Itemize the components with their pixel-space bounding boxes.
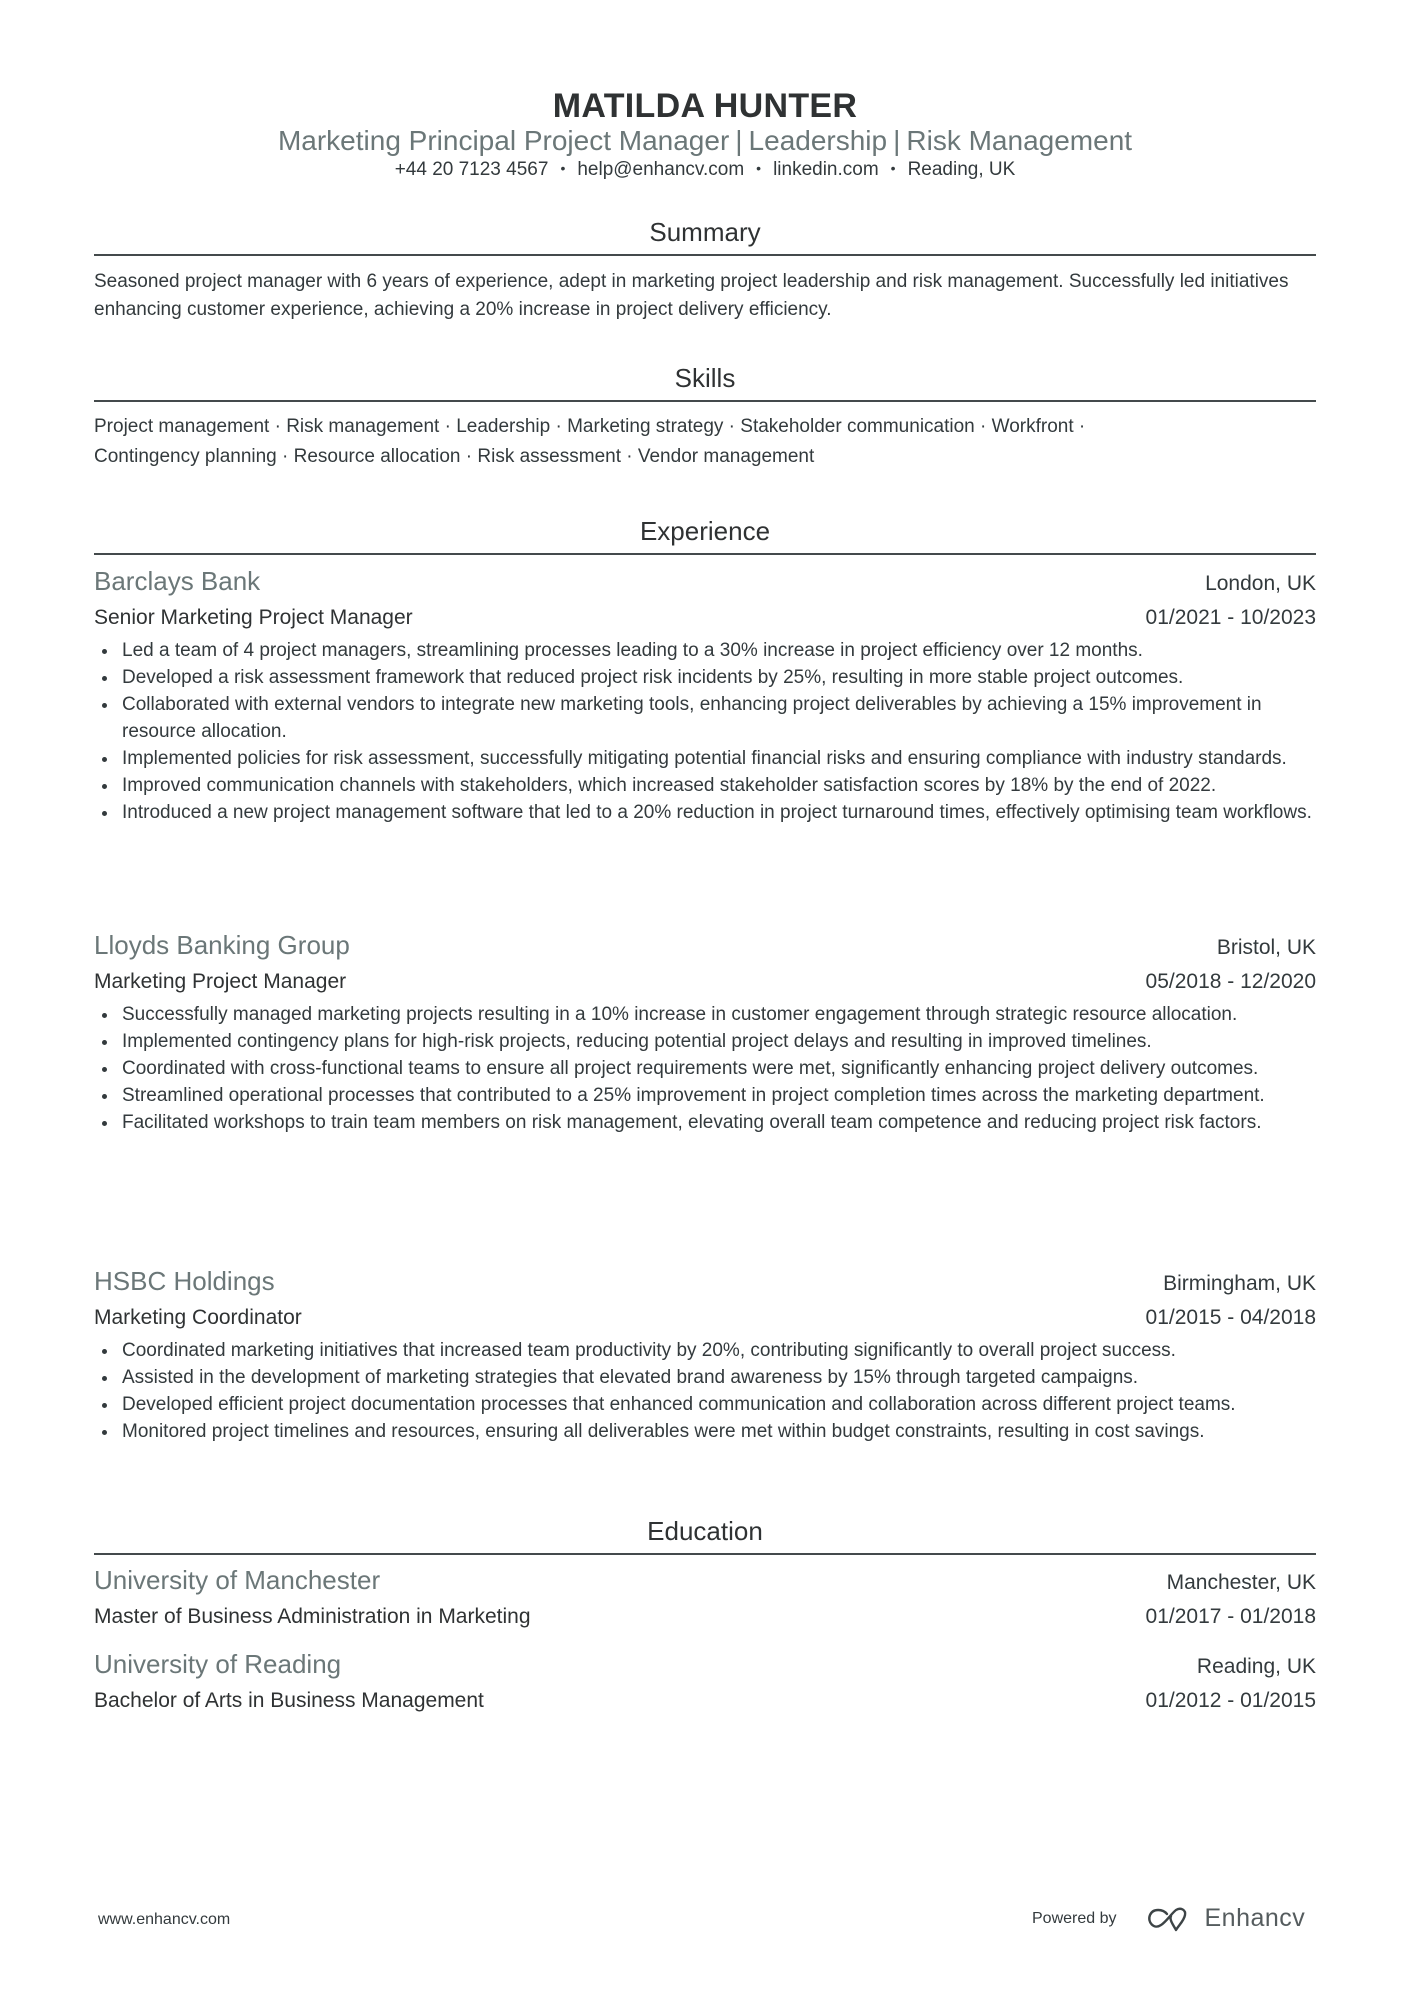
- education-entry: [94, 1563, 1316, 1634]
- location: Reading, UK: [907, 159, 1016, 180]
- achievement-item: Improved communication channels with stakeholders, which increased stakeholder satisfaction scores by 18% by the end of 2022.: [94, 772, 1316, 799]
- job-dates: 01/2021 - 10/2023: [1145, 606, 1316, 629]
- job-location: Bristol, UK: [1216, 936, 1316, 959]
- section-heading: Skills: [674, 363, 736, 393]
- job-dates: 05/2018 - 12/2020: [1145, 970, 1316, 993]
- achievement-item: Coordinated with cross-functional teams to ensure all project requirements were met, significantly enhancing project delivery outcomes.: [94, 1055, 1316, 1082]
- experience-entry: [94, 928, 1316, 1136]
- bullet-separator: •: [560, 160, 566, 176]
- job-location: London, UK: [1205, 572, 1316, 595]
- achievement-item: Facilitated workshops to train team members on risk management, elevating overall team competence and reducing project risk factors.: [94, 1109, 1316, 1136]
- achievement-item: Collaborated with external vendors to integrate new marketing tools, enhancing project deliverables by achieving a 15% improvement in resource allocation.: [94, 691, 1316, 745]
- job-location: Birmingham, UK: [1163, 1272, 1316, 1295]
- section-heading: Experience: [639, 516, 771, 546]
- section-heading: Education: [647, 1516, 763, 1546]
- education-dates: 01/2012 - 01/2015: [1145, 1689, 1316, 1712]
- title-part: Leadership: [748, 125, 888, 156]
- school-name: University of Manchester: [94, 1565, 381, 1595]
- company-name: HSBC Holdings: [94, 1266, 275, 1296]
- achievement-list: [94, 637, 1316, 826]
- powered-by-label: Powered by: [1032, 1909, 1117, 1927]
- summary-text: Seasoned project manager with 6 years of experience, adept in marketing project leadership and risk management. Successfully led initiatives enhancing customer experience, achieving a 20% increase in project delivery efficiency.: [94, 271, 1289, 320]
- skills-line: Project management · Risk management · Leadership · Marketing strategy · Stakeholder communication · Workfront ·: [94, 416, 1086, 437]
- education-section: [94, 1515, 1316, 1555]
- degree: Master of Business Administration in Marketing: [94, 1605, 531, 1628]
- education-dates: 01/2017 - 01/2018: [1145, 1605, 1316, 1628]
- contact-info: [94, 158, 1316, 182]
- footer-branding[interactable]: [1032, 1904, 1305, 1933]
- company-name: Barclays Bank: [94, 566, 261, 596]
- achievement-item: Monitored project timelines and resources, ensuring all deliverables were met within budget constraints, resulting in cost savings.: [94, 1418, 1316, 1445]
- experience-entry: [94, 564, 1316, 826]
- skills-list: [94, 412, 1316, 472]
- school-location: Reading, UK: [1196, 1655, 1316, 1678]
- phone: +44 20 7123 4567: [394, 159, 549, 180]
- achievement-list: [94, 1001, 1316, 1136]
- linkedin-link[interactable]: linkedin.com: [773, 159, 879, 180]
- skills-section: [94, 362, 1316, 472]
- section-divider: [94, 553, 1316, 555]
- footer-website-link[interactable]: www.enhancv.com: [98, 1911, 231, 1928]
- enhancv-logo-icon: [1145, 1906, 1193, 1932]
- section-divider: [94, 1553, 1316, 1555]
- achievement-item: Successfully managed marketing projects resulting in a 10% increase in customer engagement through strategic resource allocation.: [94, 1001, 1316, 1028]
- achievement-item: Assisted in the development of marketing strategies that elevated brand awareness by 15% through targeted campaigns.: [94, 1364, 1316, 1391]
- company-name: Lloyds Banking Group: [94, 930, 350, 960]
- email-link[interactable]: help@enhancv.com: [577, 159, 745, 180]
- bullet-separator: •: [756, 160, 762, 176]
- title-part: Risk Management: [906, 125, 1133, 156]
- school-location: Manchester, UK: [1166, 1571, 1316, 1594]
- section-divider: [94, 254, 1316, 256]
- achievement-item: Led a team of 4 project managers, streamlining processes leading to a 30% increase in project efficiency over 12 months.: [94, 637, 1316, 664]
- achievement-item: Implemented policies for risk assessment, successfully mitigating potential financial risks and ensuring compliance with industry standards.: [94, 745, 1316, 772]
- job-role: Marketing Project Manager: [94, 970, 347, 993]
- title-part: Marketing Principal Project Manager: [277, 125, 730, 156]
- job-role: Marketing Coordinator: [94, 1306, 302, 1329]
- achievement-item: Developed efficient project documentation processes that enhanced communication and collaboration across different project teams.: [94, 1391, 1316, 1418]
- enhancv-logo-text: Enhancv: [1204, 1904, 1306, 1932]
- candidate-name: MATILDA HUNTER: [552, 87, 858, 125]
- achievement-item: Streamlined operational processes that contributed to a 25% improvement in project completion times across the marketing department.: [94, 1082, 1316, 1109]
- achievement-item: Implemented contingency plans for high-risk projects, reducing potential project delays and resulting in improved timelines.: [94, 1028, 1316, 1055]
- skills-line: Contingency planning · Resource allocation · Risk assessment · Vendor management: [94, 446, 815, 467]
- job-role: Senior Marketing Project Manager: [94, 606, 413, 629]
- summary-section: [94, 216, 1316, 323]
- candidate-title: [94, 124, 1316, 158]
- section-divider: [94, 400, 1316, 402]
- job-dates: 01/2015 - 04/2018: [1145, 1306, 1316, 1329]
- achievement-item: Introduced a new project management software that led to a 20% reduction in project turnaround times, effectively optimising team workflows.: [94, 799, 1316, 826]
- school-name: University of Reading: [94, 1649, 342, 1679]
- achievement-list: [94, 1337, 1316, 1445]
- bullet-separator: •: [890, 160, 896, 176]
- degree: Bachelor of Arts in Business Management: [94, 1689, 484, 1712]
- achievement-item: Developed a risk assessment framework that reduced project risk incidents by 25%, resulting in more stable project outcomes.: [94, 664, 1316, 691]
- education-entry: [94, 1647, 1316, 1718]
- experience-section: [94, 515, 1316, 555]
- title-separator: |: [735, 125, 743, 156]
- section-heading: Summary: [649, 217, 761, 247]
- title-separator: |: [893, 125, 901, 156]
- experience-entry: [94, 1264, 1316, 1445]
- achievement-item: Coordinated marketing initiatives that increased team productivity by 20%, contributing significantly to overall project success.: [94, 1337, 1316, 1364]
